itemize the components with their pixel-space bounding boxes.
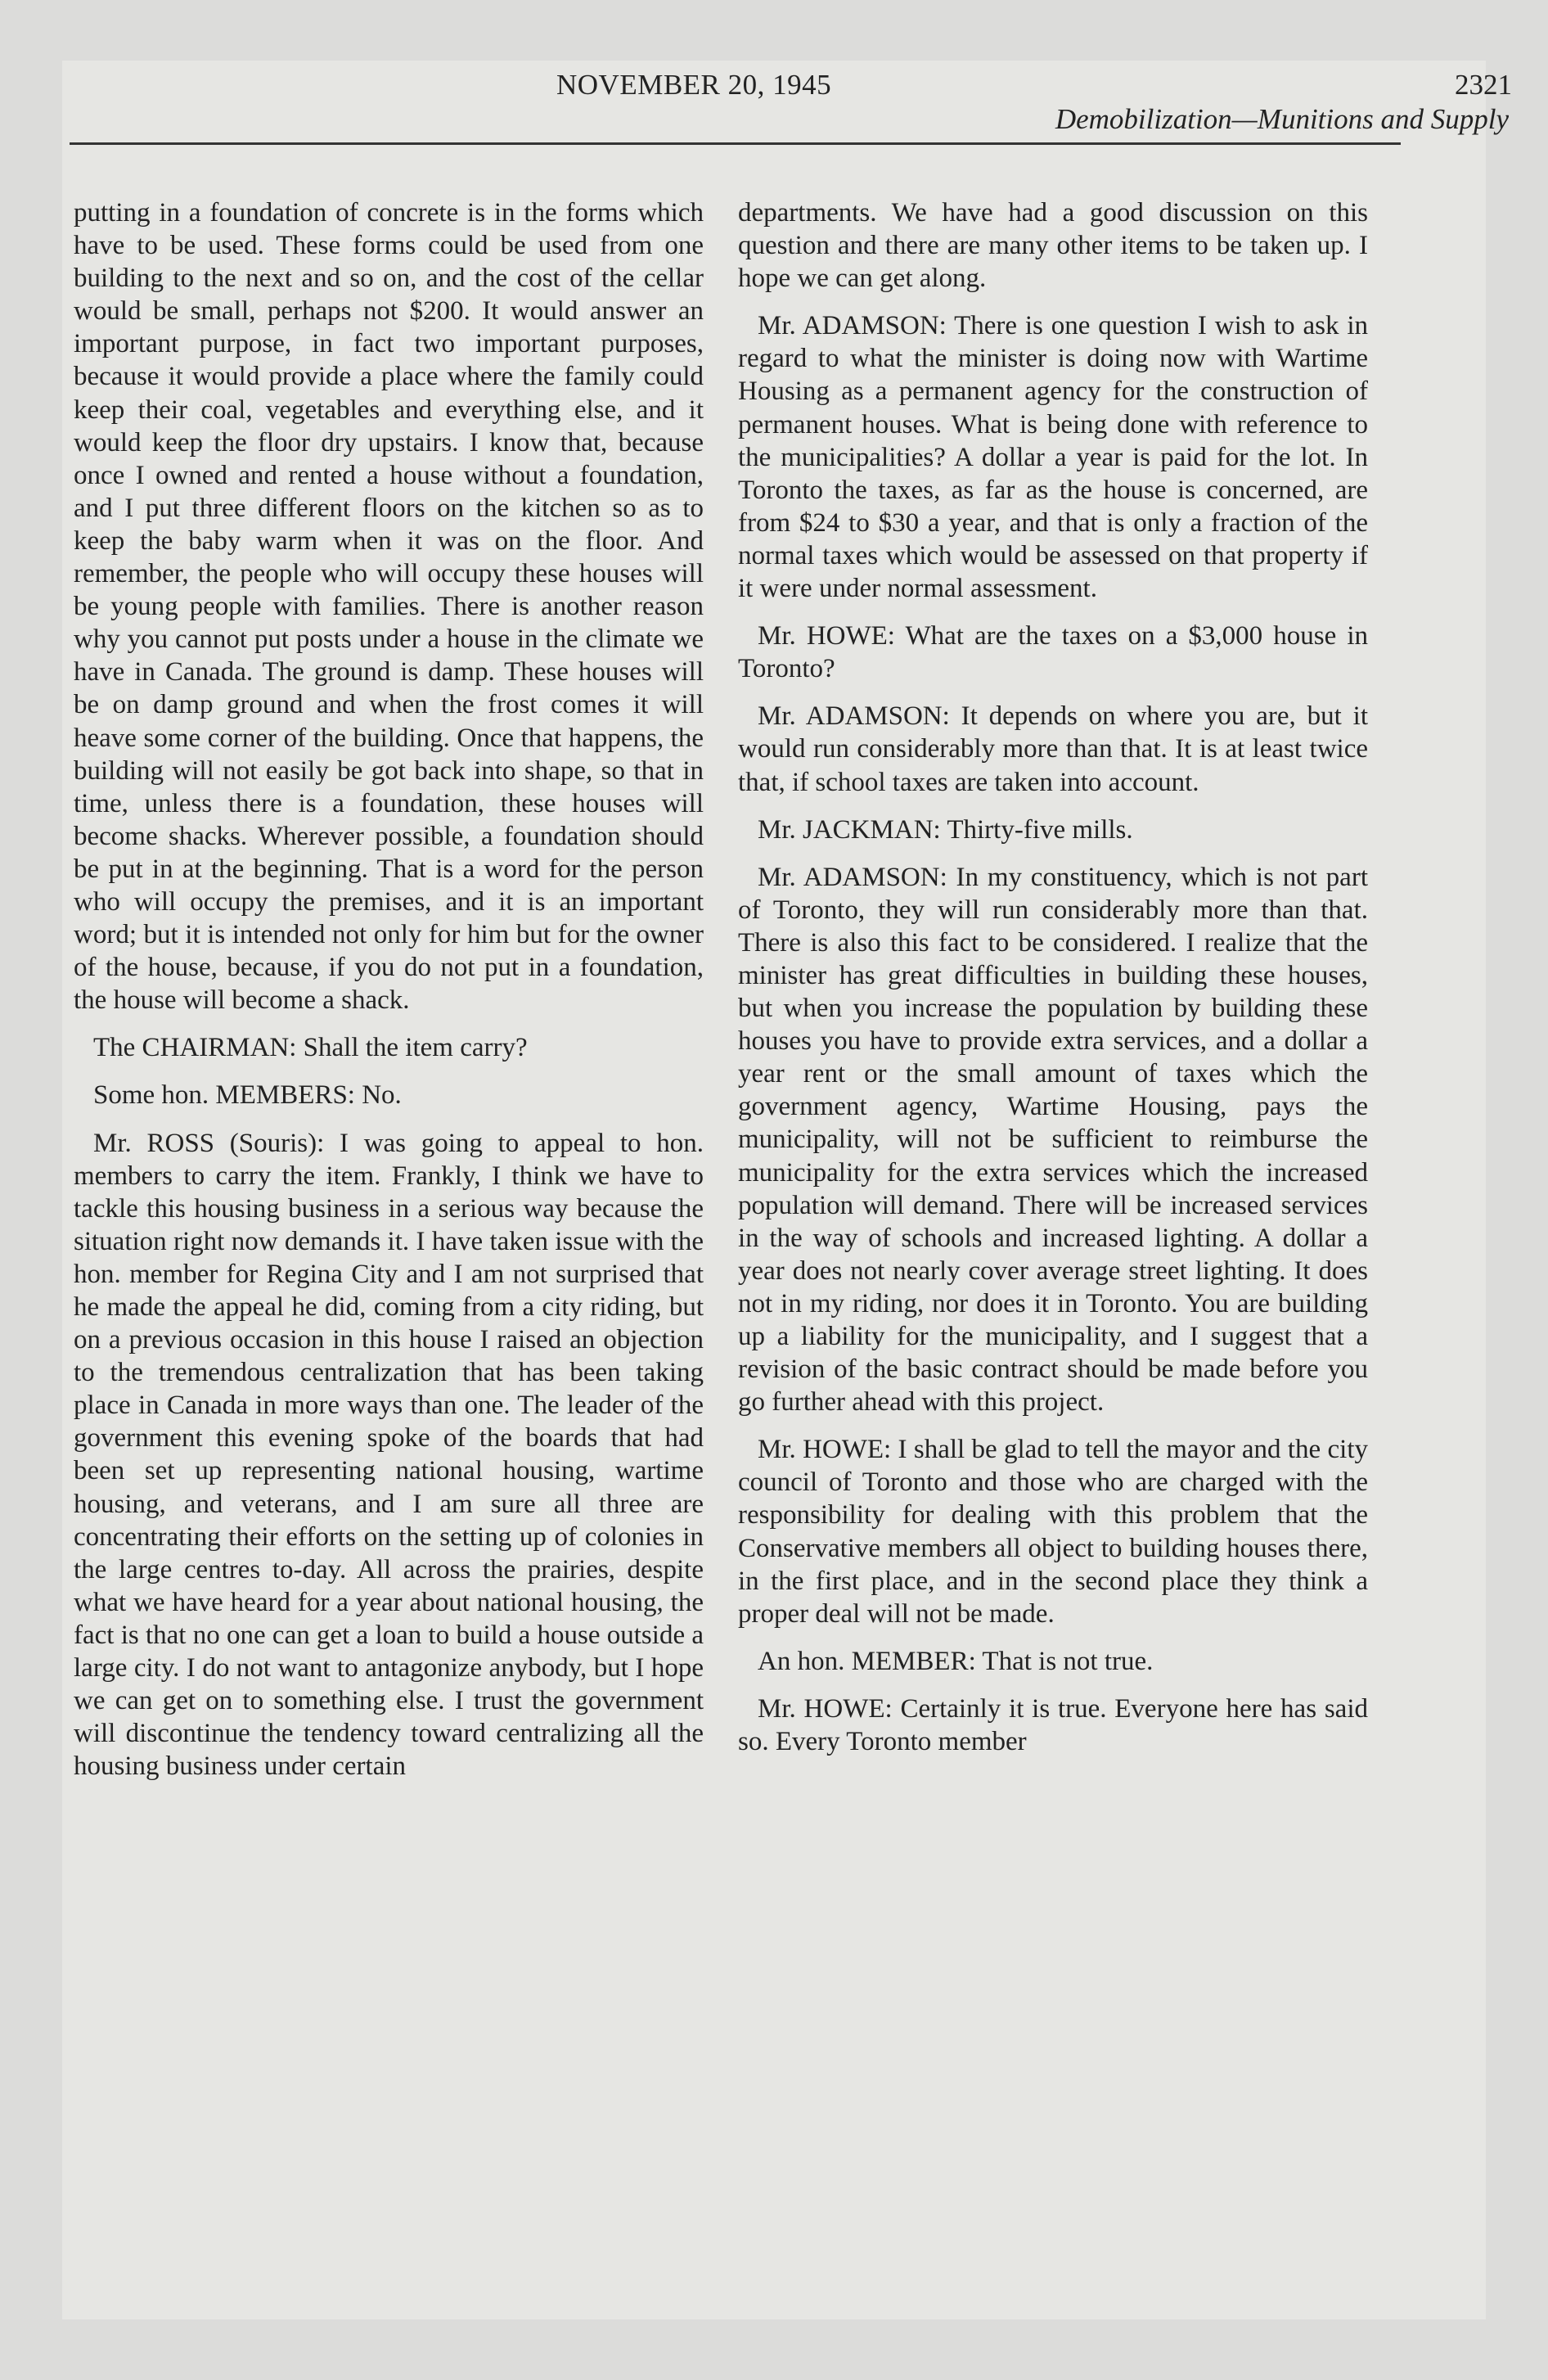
paragraph: An hon. MEMBER: That is not true. [758, 1646, 1154, 1676]
paragraph: Mr. ADAMSON: It depends on where you are, but it would run considerably more than that. It is at least twice that, if school taxes are taken into account. [738, 701, 1368, 797]
paragraph: Some hon. MEMBERS: No. [93, 1080, 402, 1111]
paragraph: Mr. HOWE: I shall be glad to tell the mayor and the city council of Toronto and those who are charged with the responsibility for dealing with this problem that the Conservative members all object to building houses there, in the first place, and in the second place they think a proper deal will not be made. [738, 1435, 1368, 1629]
paragraph: Mr. JACKMAN: Thirty-five mills. [758, 814, 1133, 845]
right-column [738, 196, 1368, 1773]
paragraph: Mr. HOWE: Certainly it is true. Everyone here has said so. Every Toronto member [738, 1693, 1368, 1757]
paragraph: The CHAIRMAN: Shall the item carry? [93, 1033, 528, 1063]
left-column [74, 196, 704, 1797]
paragraph: Mr. ADAMSON: In my constituency, which is not part of Toronto, they will run considerably more than that. There is also this fact to be considered. I realize that the minister has great difficulties in building these houses, but when you increase the population by building these houses you have to provide extra services, and a dollar a year rent or the small amount of taxes which the government agency, Wartime Housing, pays the municipality, will not be sufficient to reimburse the municipality for the extra services which the increased population will demand. There will be increased services in the way of schools and increased lighting. A dollar a year does not nearly cover average street lighting. It does not in my riding, nor does it in Toronto. You are building up a liability for the municipality, and I suggest that a revision of the basic contract should be made before you go further ahead with this project. [738, 862, 1368, 1418]
section-title: Demobilization—Munitions and Supply [1055, 103, 1509, 135]
paragraph: Mr. ROSS (Souris): I was going to appeal to hon. members to carry the item. Frankly, I think we have to tackle this housing business in a serious way because the situation right now demands it. I have taken issue with the hon. member for Regina City and I am not surprised that he made the appeal he did, coming from a city riding, but on a previous occasion in this house I raised an objection to the tremendous centralization that has been taking place in Canada in more ways than one. The leader of the government this evening spoke of the boards that had been set up representing national housing, wartime housing, and veterans, and I am sure all three are concentrating their efforts on the setting up of colonies in the large centres to-day. All across the prairies, despite what we have heard for a year about national housing, the fact is that no one can get a loan to build a house outside a large city. I do not want to antagonize anybody, but I hope we can get on to something else. I trust the government will discontinue the tendency toward centralizing all the housing business under certain [74, 1128, 704, 1782]
paragraph: departments. We have had a good discussion on this question and there are many other items to be taken up. I hope we can get along. [738, 198, 1368, 294]
page-number: 2321 [1455, 69, 1512, 101]
paragraph: Mr. ADAMSON: There is one question I wish to ask in regard to what the minister is doing now with Wartime Housing as a permanent agency for the construction of permanent houses. What is being done with reference to the municipalities? A dollar a year is paid for the lot. In Toronto the taxes, as far as the house is concerned, are from $24 to $30 a year, and that is only a fraction of the normal taxes which would be assessed on that property if it were under normal assessment. [738, 311, 1368, 604]
paragraph: putting in a foundation of concrete is in the forms which have to be used. These forms could be used from one building to the next and so on, and the cost of the cellar would be small, perhaps not $200. It would answer an important purpose, in fact two important purposes, because it would provide a place where the family could keep their coal, vegetables and everything else, and it would keep the floor dry upstairs. I know that, because once I owned and rented a house without a foundation, and I put three different floors on the kitchen so as to keep the baby warm when it was on the floor. And remember, the people who will occupy these houses will be young people with families. There is another reason why you cannot put posts under a house in the climate we have in Canada. The ground is damp. These houses will be on damp ground and when the frost comes it will heave some corner of the building. Once that happens, the building will not easily be got back into shape, so that in time, unless there is a foundation, these houses will become shacks. Wherever possible, a foundation should be put in at the beginning. That is a word for the person who will occupy the premises, and it is an important word; but it is intended not only for him but for the owner of the house, because, if you do not put in a foundation, the house will become a shack. [74, 198, 704, 1016]
paragraph: Mr. HOWE: What are the taxes on a $3,000 house in Toronto? [738, 621, 1368, 684]
header-rule [70, 142, 1401, 145]
header-date: NOVEMBER 20, 1945 [556, 69, 832, 101]
